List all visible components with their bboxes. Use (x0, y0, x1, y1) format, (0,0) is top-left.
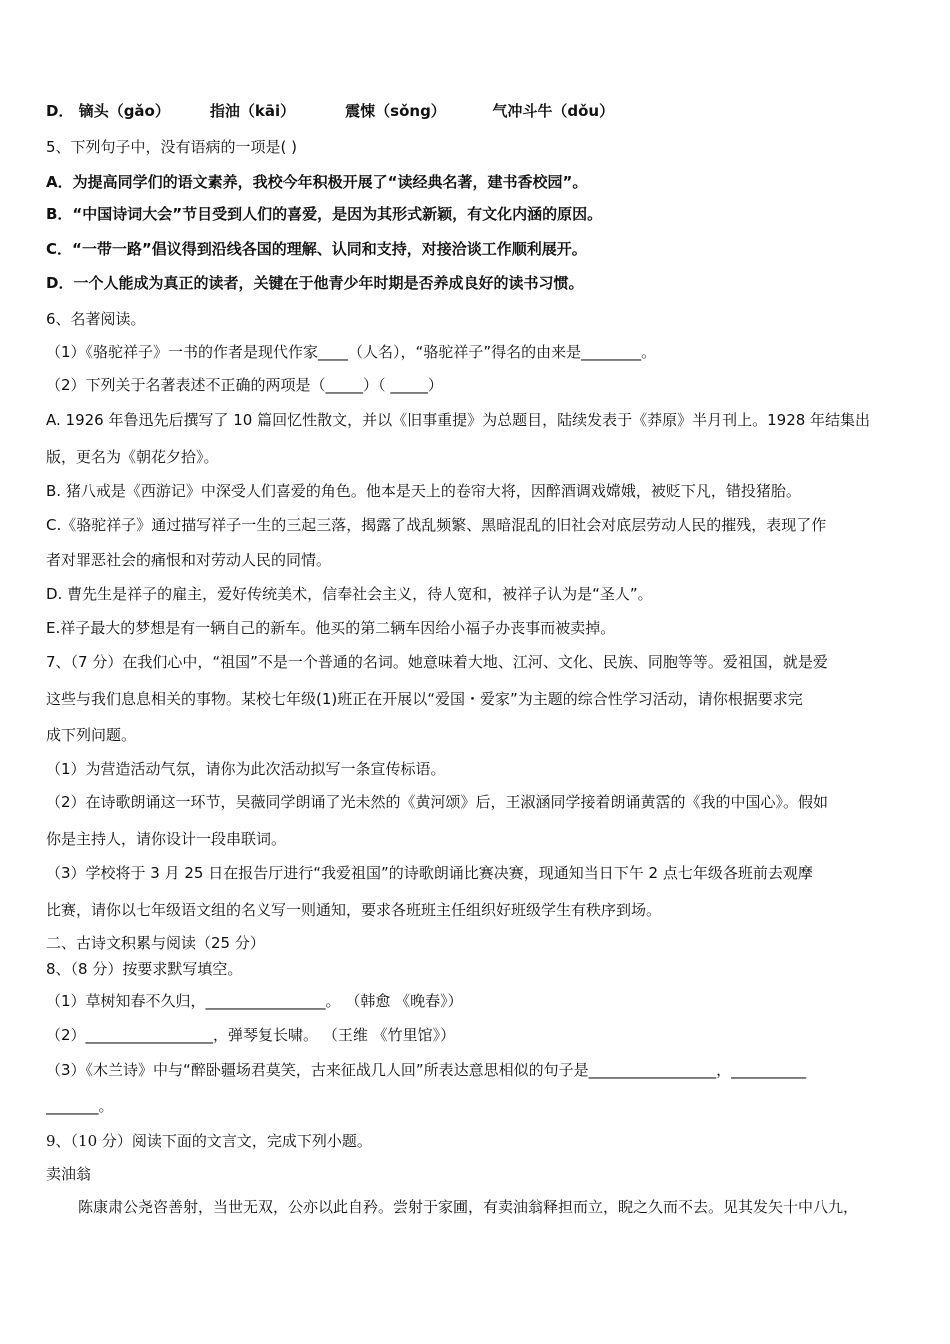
question-8-item-2: （2）_________________，弹琴复长啸。 （王维 《竹里馆》） (46, 1026, 456, 1044)
question-6-stem: 6、名著阅读。 (46, 310, 146, 328)
question-5-option-b: B．“中国诗词大会”节目受到人们的喜爱，是因为其形式新颖，有文化内涵的原因。 (46, 205, 603, 223)
section-2-heading: 二、古诗文积累与阅读（25 分） (46, 934, 265, 952)
option-d-label: D． (46, 102, 74, 120)
question-7-sub-2-line-2: 你是主持人，请你设计一段串联词。 (46, 830, 287, 848)
question-6-option-c-line-1: C.《骆驼祥子》通过描写祥子一生的三起三落，揭露了战乱频繁、黑暗混乱的旧社会对底层劳动人民的摧残，表现了作 (46, 516, 827, 534)
question-8-item-3-line-1: （3）《木兰诗》中与“醉卧疆场君莫笑，古来征战几人回”所表达意思相似的句子是_________________，__________ (46, 1061, 807, 1079)
question-8-stem: 8、（8 分）按要求默写填空。 (46, 960, 243, 978)
question-6-option-e: E.祥子最大的梦想是有一辆自己的新车。他买的第二辆车因给小福子办丧事而被卖掉。 (46, 619, 616, 637)
question-6-option-a-line-1: A. 1926 年鲁迅先后撰写了 10 篇回忆性散文，并以《旧事重提》为总题目，陆续发表于《莽原》半月刊上。1928 年结集出 (46, 411, 871, 429)
question-6-part-1: （1）《骆驼祥子》一书的作者是现代作家____（人名），“骆驼祥子”得名的由来是________。 (46, 343, 657, 361)
question-9-stem: 9、（10 分）阅读下面的文言文，完成下列小题。 (46, 1132, 372, 1150)
question-8-item-3-line-2: _______。 (46, 1097, 114, 1115)
question-7-line-1: 7、（7 分）在我们心中，“祖国”不是一个普通的名词。她意味着大地、江河、文化、民族、同胞等等。爱祖国，就是爱 (46, 653, 828, 671)
question-7-sub-2-line-1: （2）在诗歌朗诵这一环节，吴薇同学朗诵了光未然的《黄河颂》后，王淑涵同学接着朗诵黄霑的《我的中国心》。假如 (46, 793, 829, 811)
question-5-option-c: C．“一带一路”倡议得到沿线各国的理解、认同和支持，对接洽谈工作顺利展开。 (46, 240, 587, 258)
question-7-line-3: 成下列问题。 (46, 726, 137, 744)
question-5-option-d: D．一个人能成为真正的读者，关键在于他青少年时期是否养成良好的读书习惯。 (46, 274, 584, 292)
option-d-item-4: 气冲斗牛（dǒu） (492, 102, 615, 120)
question-6-option-b: B. 猪八戒是《西游记》中深受人们喜爱的角色。他本是天上的卷帘大将，因醉酒调戏嫦娥，被贬下凡，错投猪胎。 (46, 482, 801, 500)
question-6-option-c-line-2: 者对罪恶社会的痛恨和对劳动人民的同情。 (46, 551, 332, 569)
question-5-option-a: A．为提高同学们的语文素养，我校今年积极开展了“读经典名著，建书香校园”。 (46, 173, 588, 191)
question-6-part-2: （2）下列关于名著表述不正确的两项是（_____）（ _____） (46, 376, 443, 394)
question-6-option-d: D. 曹先生是祥子的雇主，爱好传统美术，信奉社会主义，待人宽和，被祥子认为是“圣人”。 (46, 585, 653, 603)
question-7-sub-3-line-2: 比赛，请你以七年级语文组的名义写一则通知，要求各班班主任组织好班级学生有秩序到场。 (46, 901, 662, 919)
question-5-stem: 5、下列句子中，没有语病的一项是( ) (46, 138, 298, 156)
option-d-item-1: 镝头（gǎo） (78, 102, 170, 120)
question-8-item-1: （1）草树知春不久归，________________。 （韩愈 《晚春》） (46, 992, 463, 1010)
question-7-sub-3-line-1: （3）学校将于 3 月 25 日在报告厅进行“我爱祖国”的诗歌朗诵比赛决赛，现通知当日下午 2 点七年级各班前去观摩 (46, 864, 813, 882)
passage-text: 陈康肃公尧咨善射，当世无双，公亦以此自矜。尝射于家圃，有卖油翁释担而立，睨之久而不去。见其发矢十中八九， (78, 1198, 859, 1216)
question-7-sub-1: （1）为营造活动气氛，请你为此次活动拟写一条宣传标语。 (46, 760, 446, 778)
passage-title: 卖油翁 (46, 1165, 92, 1183)
question-6-option-a-line-2: 版，更名为《朝花夕拾》。 (46, 448, 219, 466)
question-7-line-2: 这些与我们息息相关的事物。某校七年级(1)班正在开展以“爱国・爱家”为主题的综合性学习活动，请你根据要求完 (46, 690, 803, 708)
option-d-item-2: 指油（kāi） (209, 102, 296, 120)
q4-option-d (46, 100, 910, 122)
option-d-item-3: 震悚（sǒng） (345, 102, 446, 120)
